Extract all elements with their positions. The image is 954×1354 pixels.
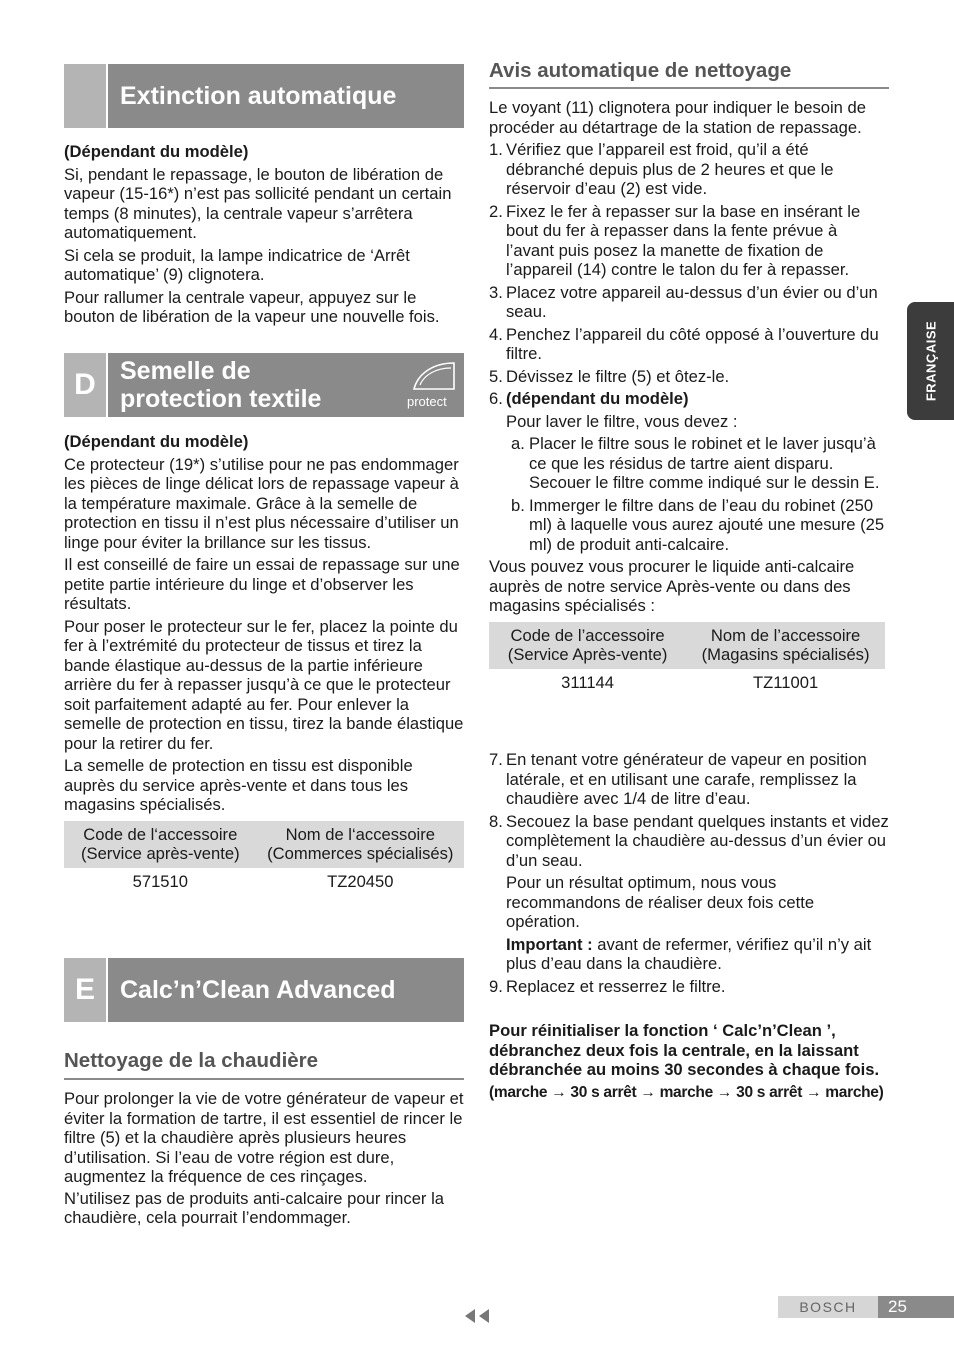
paragraph: Pour un résultat optimum, nous vous recommandons de réaliser deux fois cette opération. (506, 873, 815, 931)
steps-list (489, 750, 889, 870)
section-banner-calc (64, 958, 464, 1022)
table-header: Nom de l‘accessoire (Commerces spécialisés) (257, 821, 464, 868)
rewind-arrows-icon[interactable] (463, 1308, 491, 1324)
section-letter-d: D (64, 353, 106, 417)
table-header: Code de l‘accessoire (Service après-vente) (64, 821, 257, 868)
extinction-body (64, 142, 464, 327)
accessory-table (489, 622, 885, 697)
list-item: 5. Dévissez le filtre (5) et ôtez-le. (489, 366, 730, 386)
reset-sequence: (marche → 30 s arrêt → marche → 30 s arrêt → marche) (489, 1083, 884, 1101)
subheading-rule (489, 87, 889, 89)
paragraph: Il est conseillé de faire un essai de repassage sur une petite partie intérieure du linge et d’observer les résultats. (64, 555, 460, 613)
paragraph: Pour prolonger la vie de votre générateur de vapeur et éviter la formation de tartre, il est essentiel de rincer le filtre (5) et la chaudière après plusieurs heures d’utilisation. Si l’eau de votre région est dure, augmentez la fréquence de ces rinçages. (64, 1089, 464, 1186)
paragraph: Pour poser le protecteur sur le fer, placez la pointe du fer à l’extrémité du protecteur de tissus et tirez la bande élastique au-dessus de la partie inférieure arrière du fer à repasser jusqu’à ce que le protecteur soit parfaitement adapté au fer. Pour enlever la semelle de protection en tissu, tirez la bande élastique pour la retirer du fer. (64, 616, 464, 753)
paragraph: Pour rallumer la centrale vapeur, appuyez sur le bouton de libération de la vapeur une nouvelle fois. (64, 287, 440, 326)
reset-instruction: Pour réinitialiser la fonction ‘ Calc’n’Clean ’, débranchez deux fois la centrale, en la laissant débranchée au moins 30 secondes à chaque fois. (489, 1021, 880, 1079)
paragraph: Vous pouvez vous procurer le liquide anti-calcaire auprès de notre service Après-vente ou dans des magasins spécialisés : (489, 557, 855, 615)
sub-list-item: b. Immerger le filtre dans de l’eau du robinet (250 ml) à laquelle vous aurez ajouté une mesure (25 ml) de produit anti-calcaire. (511, 495, 885, 554)
list-item: 6. (dépendant du modèle) (489, 389, 689, 408)
section-title-extinction: Extinction automatique (120, 82, 397, 110)
section-banner-extinction (64, 64, 464, 128)
table-cell: 571510 (132, 871, 188, 891)
page-number: 25 (878, 1296, 954, 1318)
calc-body (64, 1089, 464, 1228)
paragraph: Le voyant (11) clignotera pour indiquer le besoin de procéder au détartrage de la station de repassage. (489, 98, 866, 137)
sub-list-item: a. Placer le filtre sous le robinet et le laver jusqu’à ce que les résidus de tartre aient disparu. Secouer le filtre comme indiqué sur le dessin E. (511, 434, 880, 492)
table-header: Nom de l’accessoire (Magasins spécialisés) (686, 622, 885, 669)
table-cell: TZ11001 (752, 672, 819, 692)
paragraph: Si, pendant le repassage, le bouton de libération de vapeur (15-16*) n’est pas sollicité pendant un certain temps (8 minutes), la centrale vapeur s’arrêtera automatiquement. (64, 164, 452, 242)
steps-list (489, 140, 889, 409)
section-title-semelle: Semelle de protection textile (120, 357, 322, 413)
list-item: 2. Fixez le fer à repasser sur la base en insérant le bout du fer à repasser dans la fente prévue à l’avant puis posez la manette de fixation de l’appareil (14) contre le talon du fer à repasser. (489, 201, 861, 279)
avis-body (489, 98, 889, 696)
paragraph: N’utilisez pas de produits anti-calcaire pour rincer la chaudière, cela pourrait l’endommager. (64, 1188, 444, 1227)
semelle-body (64, 432, 464, 895)
subheading-rule (64, 1078, 464, 1080)
section-letter-e: E (64, 958, 106, 1022)
section-title-calc: Calc’n’Clean Advanced (120, 976, 396, 1004)
banner-letter-box (64, 64, 106, 128)
avis-body-continued (489, 750, 889, 1102)
iron-icon (408, 359, 460, 393)
list-item: 1. Vérifiez que l’appareil est froid, qu’il a été débranché depuis plus de 2 heures et que le réservoir d’eau (2) est vide. (489, 140, 834, 198)
table-header: Code de l’accessoire (Service Après-vente) (489, 622, 686, 669)
table-cell: 311144 (561, 672, 615, 692)
paragraph: Ce protecteur (19*) s’utilise pour ne pas endommager les pièces de linge délicat lors de repassage vapeur à la température maximale. Grâce à la semelle de protection en tissu il n’est plus nécessaire d’utiliser un linge pour éviter la brillance sur les tissus. (64, 454, 459, 552)
language-tab (907, 302, 954, 420)
protect-label: protect (407, 394, 447, 409)
section-banner-semelle (64, 353, 464, 417)
list-item: 9. Replacez et resserrez le filtre. (489, 976, 726, 996)
paragraph: La semelle de protection en tissu est disponible auprès du service après-vente et dans tous les magasins spécialisés. (64, 756, 413, 814)
list-item: 7. En tenant votre générateur de vapeur en position latérale, et en utilisant une carafe, remplissez la chaudière avec 1/4 de litre d’eau. (489, 750, 867, 808)
accessory-table (64, 821, 464, 896)
list-item: 8. Secouez la base pendant quelques instants et videz complètement la chaudière au-dessus d’un évier ou d’un seau. (489, 811, 889, 870)
list-item: 4. Penchez l’appareil du côté opposé à l’ouverture du filtre. (489, 324, 879, 363)
table-row (64, 868, 464, 896)
important-note: Important : avant de refermer, vérifiez qu’il n’y ait plus d’eau dans la chaudière. (506, 934, 872, 973)
table-cell: TZ20450 (327, 871, 394, 891)
model-note: (Dépendant du modèle) (64, 432, 249, 451)
language-tab-label: FRANÇAISE (922, 320, 938, 402)
paragraph: Si cela se produit, la lampe indicatrice de ‘Arrêt automatique’ (9) clignotera. (64, 245, 410, 284)
footer-brand: BOSCH (778, 1296, 878, 1318)
subheading-avis: Avis automatique de nettoyage (489, 59, 792, 82)
step6-intro: Pour laver le filtre, vous devez : (506, 411, 738, 431)
model-note: (Dépendant du modèle) (64, 142, 249, 161)
list-item: 3. Placez votre appareil au-dessus d’un évier ou d’un seau. (489, 282, 878, 321)
table-row (489, 669, 885, 697)
subheading-nettoyage: Nettoyage de la chaudière (64, 1049, 319, 1072)
